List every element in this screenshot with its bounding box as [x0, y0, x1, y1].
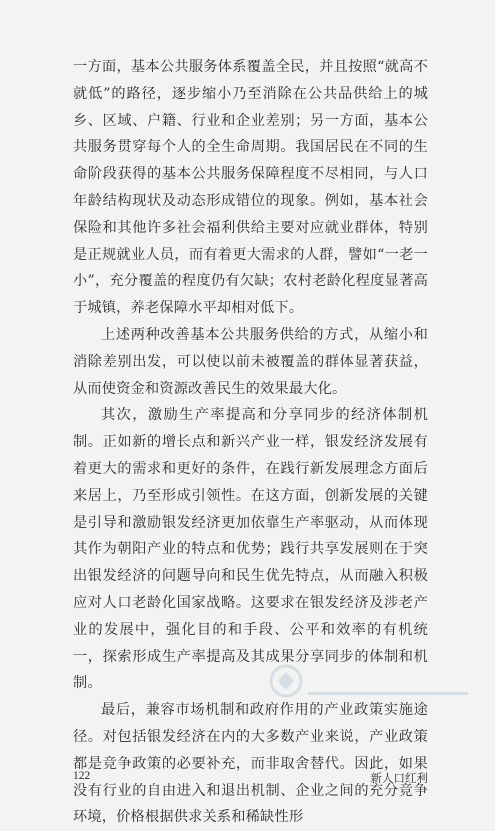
running-title: 新人口红利	[370, 771, 428, 785]
paragraph-3: 其次，激励生产率提高和分享同步的经济体制机制。正如新的增长点和新兴产业一样，银发经济发展有着更大的需求和更好的条件，在践行新发展理念方面后来居上，乃至形成引领性。在这方面，创新发展的关键是引导和激励银发经济更加依靠生产率驱动，从而体现其作为朝阳产业的特点和优势；践行共享发展则在于突出银发经济的问题导向和民生优先特点，从而融入积极应对人口老龄化国家战略。这要求在银发经济及涉老产业的发展中，强化目的和手段、公平和效率的有机统一，探索形成生产率提高及其成果分享同步的体制和机制。	[73, 407, 428, 692]
body-text	[73, 54, 428, 831]
paragraph-4: 最后，兼容市场机制和政府作用的产业政策实施途径。对包括银发经济在内的大多数产业来说，产业政策都是竞争政策的必要补充，而非取舍替代。因此，如果没有行业的自由进入和退出机制、企业之间的充分竞争环境，价格根据供求关系和稀缺性形	[73, 702, 428, 826]
paragraph-1: 一方面，基本公共服务体系覆盖全民，并且按照“就高不就低”的路径，逐步缩小乃至消除在公共品供给上的城乡、区域、户籍、行业和企业差别；另一方面，基本公共服务贯穿每个人的全生命周期。我国居民在不同的生命阶段获得的基本公共服务保障程度不尽相同，与人口年龄结构现状及动态形成错位的现象。例如，基本社会保险和其他许多社会福利供给主要对应就业群体，特别是正规就业人员，而有着更大需求的人群，譬如“一老一小”，充分覆盖的程度仍有欠缺；农村老龄化程度显著高于城镇，养老保障水平却相对低下。	[73, 59, 428, 317]
paragraph-2: 上述两种改善基本公共服务供给的方式，从缩小和消除差别出发，可以使以前未被覆盖的群体显著获益，从而使资金和资源改善民生的效果最大化。	[73, 326, 428, 397]
page-number: 122	[73, 770, 91, 782]
